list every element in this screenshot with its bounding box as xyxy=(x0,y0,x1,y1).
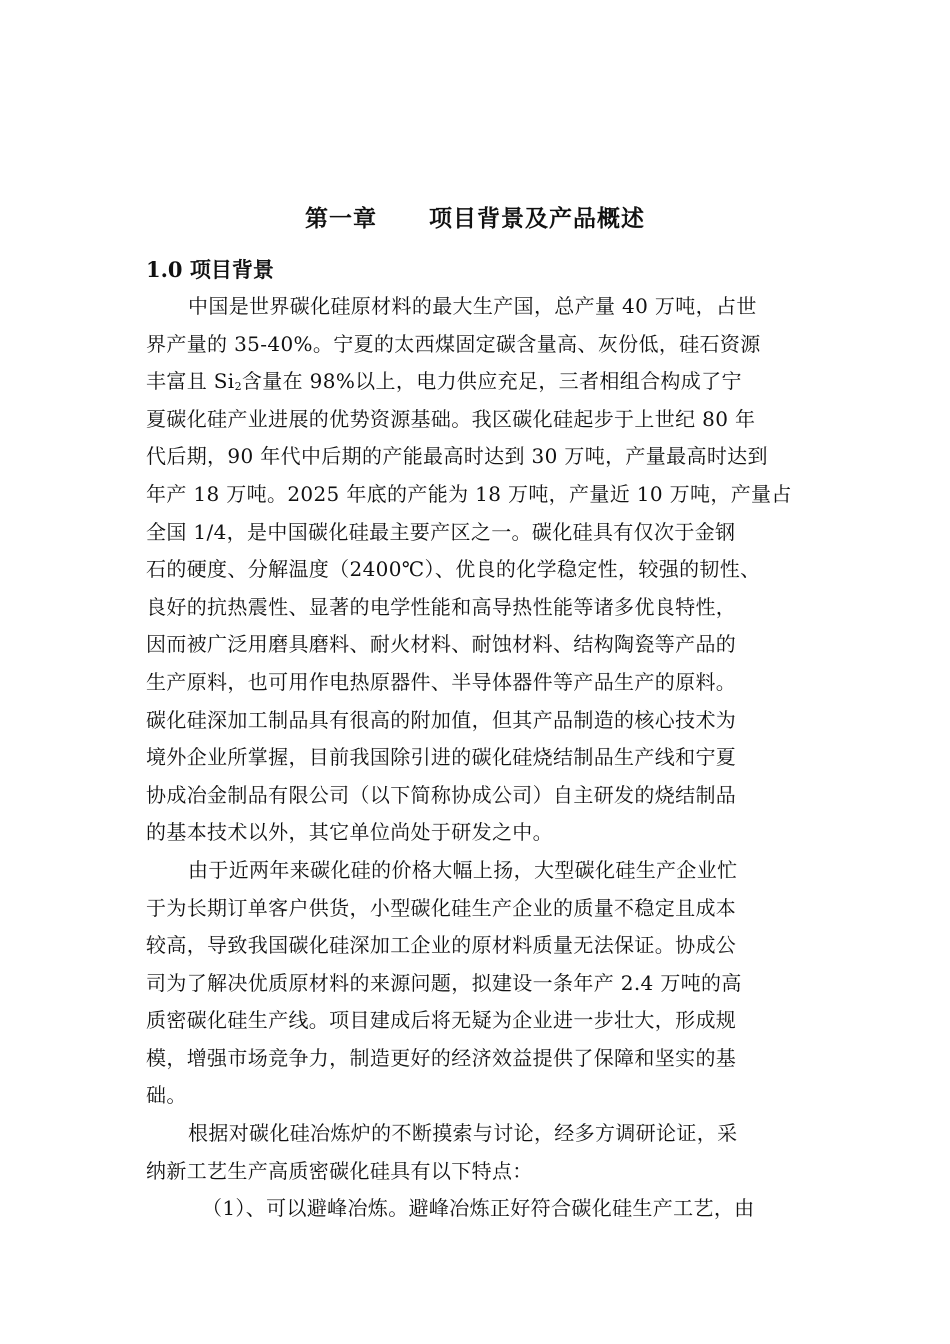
paragraph-line: 境外企业所掌握，目前我国除引进的碳化硅烧结制品生产线和宁夏 xyxy=(146,745,737,770)
paragraph-line: 较高，导致我国碳化硅深加工企业的原材料质量无法保证。协成公 xyxy=(146,933,737,958)
paragraph-line: 质密碳化硅生产线。项目建成后将无疑为企业进一步壮大，形成规 xyxy=(146,1008,737,1033)
paragraph-line: 础。 xyxy=(146,1083,187,1108)
paragraph-line: 年产 18 万吨。2025 年底的产能为 18 万吨，产量近 10 万吨，产量占 xyxy=(146,481,792,506)
paragraph-line: 夏碳化硅产业进展的优势资源基础。我区碳化硅起步于上世纪 80 年 xyxy=(146,406,756,431)
body-text xyxy=(146,288,822,1228)
chapter-name: 项目背景及产品概述 xyxy=(429,205,645,232)
chapter-title xyxy=(0,202,950,236)
paragraph-line: 全国 1/4，是中国碳化硅最主要产区之一。碳化硅具有仅次于金钢 xyxy=(146,519,736,544)
paragraph-line: 碳化硅深加工制品具有很高的附加值，但其产品制造的核心技术为 xyxy=(146,707,737,732)
paragraph-line: 由于近两年来碳化硅的价格大幅上扬，大型碳化硅生产企业忙 xyxy=(188,857,738,882)
paragraph-line: 根据对碳化硅冶炼炉的不断摸索与讨论，经多方调研论证，采 xyxy=(188,1121,738,1146)
paragraph-line: 司为了解决优质原材料的来源问题，拟建设一条年产 2.4 万吨的高 xyxy=(146,970,742,995)
paragraph-line-sio2: 丰富且 $Si_2$含量在 98%以上，电力供应充足，三者相组合构成了宁 xyxy=(146,369,742,394)
paragraph-line: 石的硬度、分解温度（2400℃）、优良的化学稳定性，较强的韧性、 xyxy=(146,557,761,582)
paragraph-line: （1）、可以避峰冶炼。避峰冶炼正好符合碳化硅生产工艺，由 xyxy=(202,1196,755,1221)
paragraph-line: 界产量的 35-40%。宁夏的太西煤固定碳含量高、灰份低，硅石资源 xyxy=(146,331,761,356)
chapter-number: 第一章 xyxy=(305,205,377,232)
paragraph-line: 中国是世界碳化硅原材料的最大生产国，总产量 40 万吨，占世 xyxy=(188,294,757,318)
paragraph-line: 于为长期订单客户供货，小型碳化硅生产企业的质量不稳定且成本 xyxy=(146,895,737,920)
paragraph-line: 的基本技术以外，其它单位尚处于研发之中。 xyxy=(146,820,553,845)
paragraph-line: 协成冶金制品有限公司（以下简称协成公司）自主研发的烧结制品 xyxy=(146,782,737,807)
paragraph-line: 生产原料，也可用作电热原器件、半导体器件等产品生产的原料。 xyxy=(146,669,737,694)
paragraph-line: 模，增强市场竞争力，制造更好的经济效益提供了保障和坚实的基 xyxy=(146,1045,737,1070)
paragraph-line: 代后期，90 年代中后期的产能最高时达到 30 万吨，产量最高时达到 xyxy=(146,444,768,469)
paragraph-line: 良好的抗热震性、显著的电学性能和高导热性能等诸多优良特性， xyxy=(146,594,737,619)
section-heading: 1.0 项目背景 xyxy=(146,257,274,282)
paragraph-line: 因而被广泛用磨具磨料、耐火材料、耐蚀材料、结构陶瓷等产品的 xyxy=(146,632,737,657)
paragraph-line: 纳新工艺生产高质密碳化硅具有以下特点： xyxy=(146,1158,533,1183)
